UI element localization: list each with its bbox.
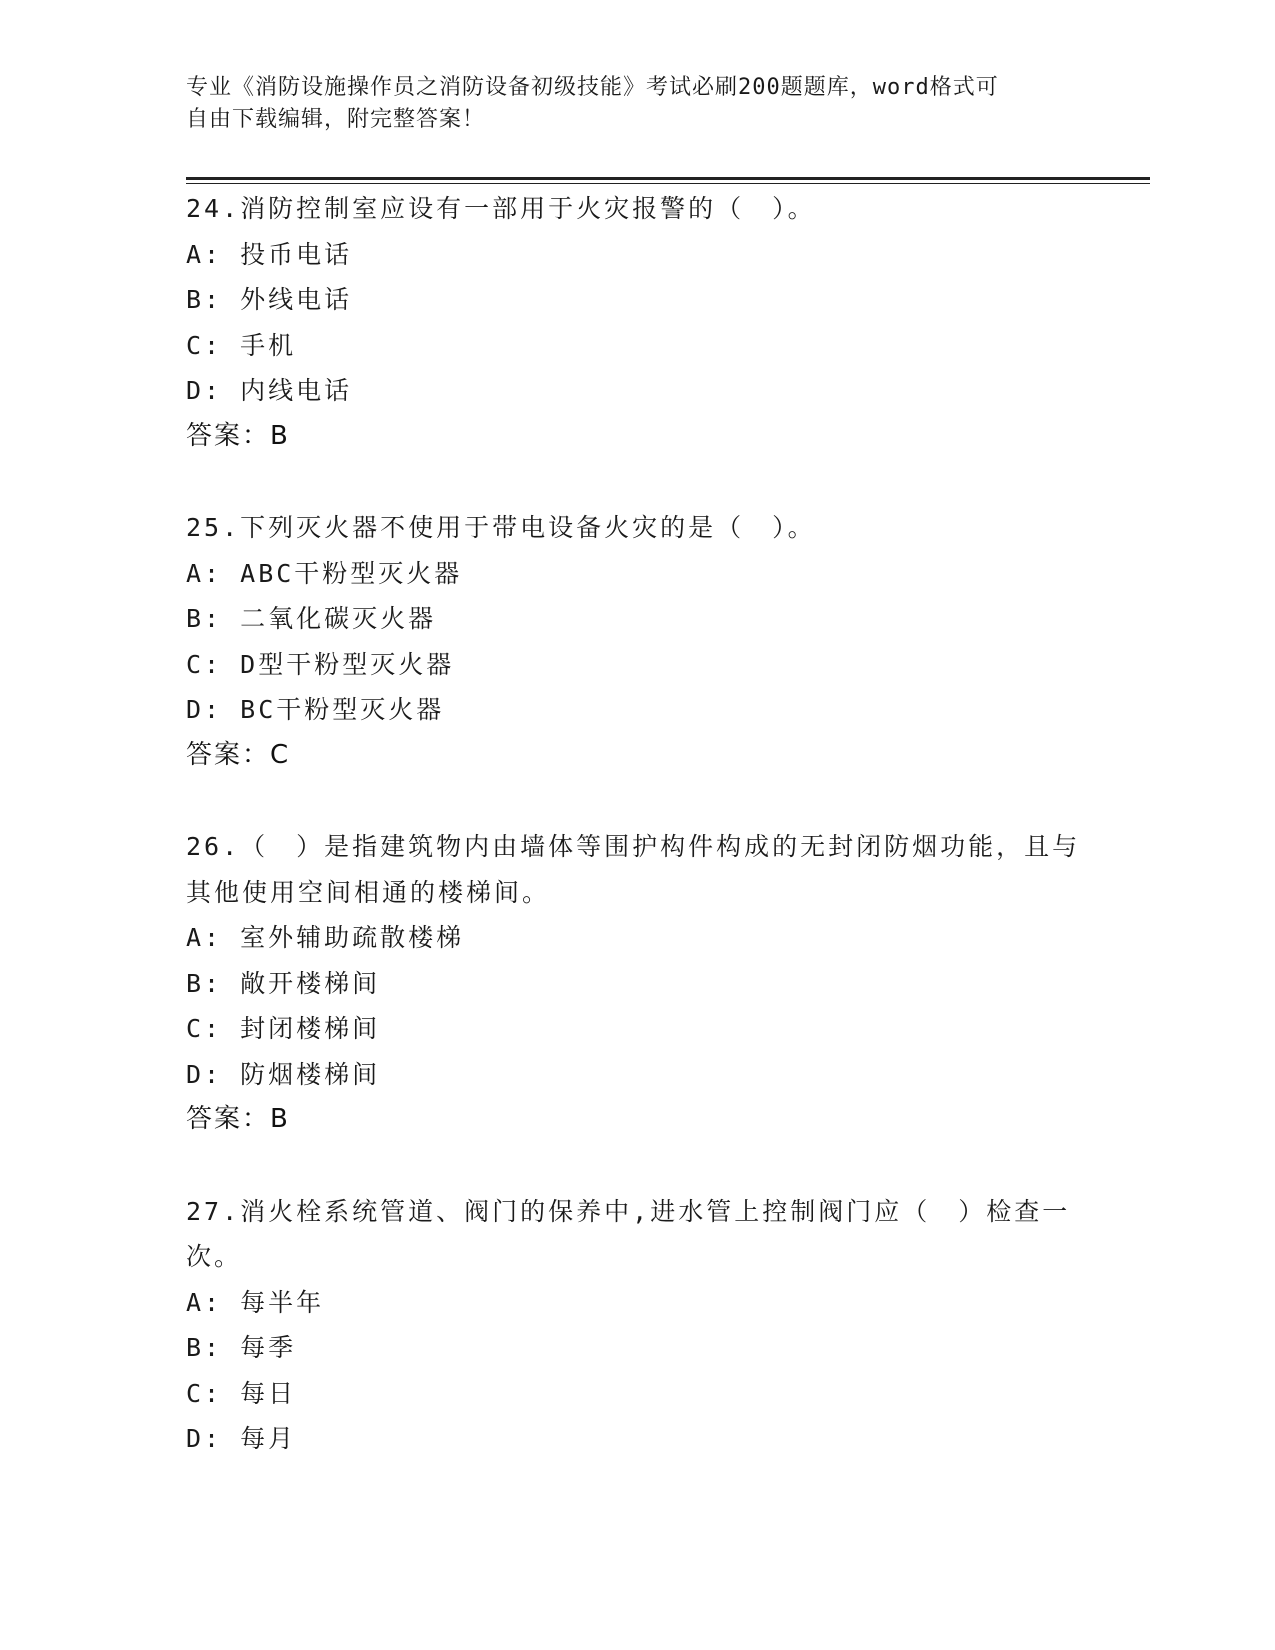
answer-text: 答案：B — [186, 1104, 290, 1134]
option-b: B: 每季 — [186, 1333, 297, 1362]
question-27 — [186, 1189, 1086, 1462]
question-26 — [186, 824, 1086, 1143]
option-d: D: 内线电话 — [186, 376, 353, 405]
header-divider-thin — [186, 183, 1150, 184]
answer-text: 答案：B — [186, 420, 290, 451]
option-a: A: 室外辅助疏散楼梯 — [186, 923, 465, 952]
question-text: 25.下列灭火器不使用于带电设备火灾的是（ ）。 — [186, 513, 816, 542]
option-d: D: 每月 — [186, 1424, 297, 1453]
question-25 — [186, 505, 1086, 778]
option-c: C: D型干粉型灭火器 — [186, 649, 455, 679]
option-d: D: BC干粉型灭火器 — [186, 695, 445, 724]
option-c: C: 手机 — [186, 330, 297, 360]
option-b: B: 二氧化碳灭火器 — [186, 604, 437, 633]
option-a: A: ABC干粉型灭火器 — [186, 558, 463, 588]
option-b: B: 外线电话 — [186, 285, 353, 314]
question-text: 27.消火栓系统管道、阀门的保养中,进水管上控制阀门应（ ）检查一次。 — [186, 1196, 1071, 1271]
question-24 — [186, 186, 1086, 459]
option-d: D: 防烟楼梯间 — [186, 1059, 381, 1089]
question-text: 26.（ ）是指建筑物内由墙体等围护构件构成的无封闭防烟功能，且与其他使用空间相通的楼梯间。 — [186, 832, 1081, 907]
option-a: A: 投币电话 — [186, 239, 353, 269]
option-c: C: 每日 — [186, 1378, 297, 1408]
question-text: 24.消防控制室应设有一部用于火灾报警的（ ）。 — [186, 194, 816, 223]
header-line-1: 专业《消防设施操作员之消防设备初级技能》考试必刷200题题库，word格式可 — [186, 75, 999, 100]
question-list — [186, 186, 1086, 1508]
option-b: B: 敞开楼梯间 — [186, 968, 381, 998]
header-divider-thick — [186, 177, 1150, 180]
option-a: A: 每半年 — [186, 1287, 325, 1317]
option-c: C: 封闭楼梯间 — [186, 1014, 381, 1043]
document-header — [186, 72, 1066, 136]
answer-text: 答案：C — [186, 739, 291, 770]
header-line-2: 自由下载编辑，附完整答案！ — [186, 107, 486, 132]
